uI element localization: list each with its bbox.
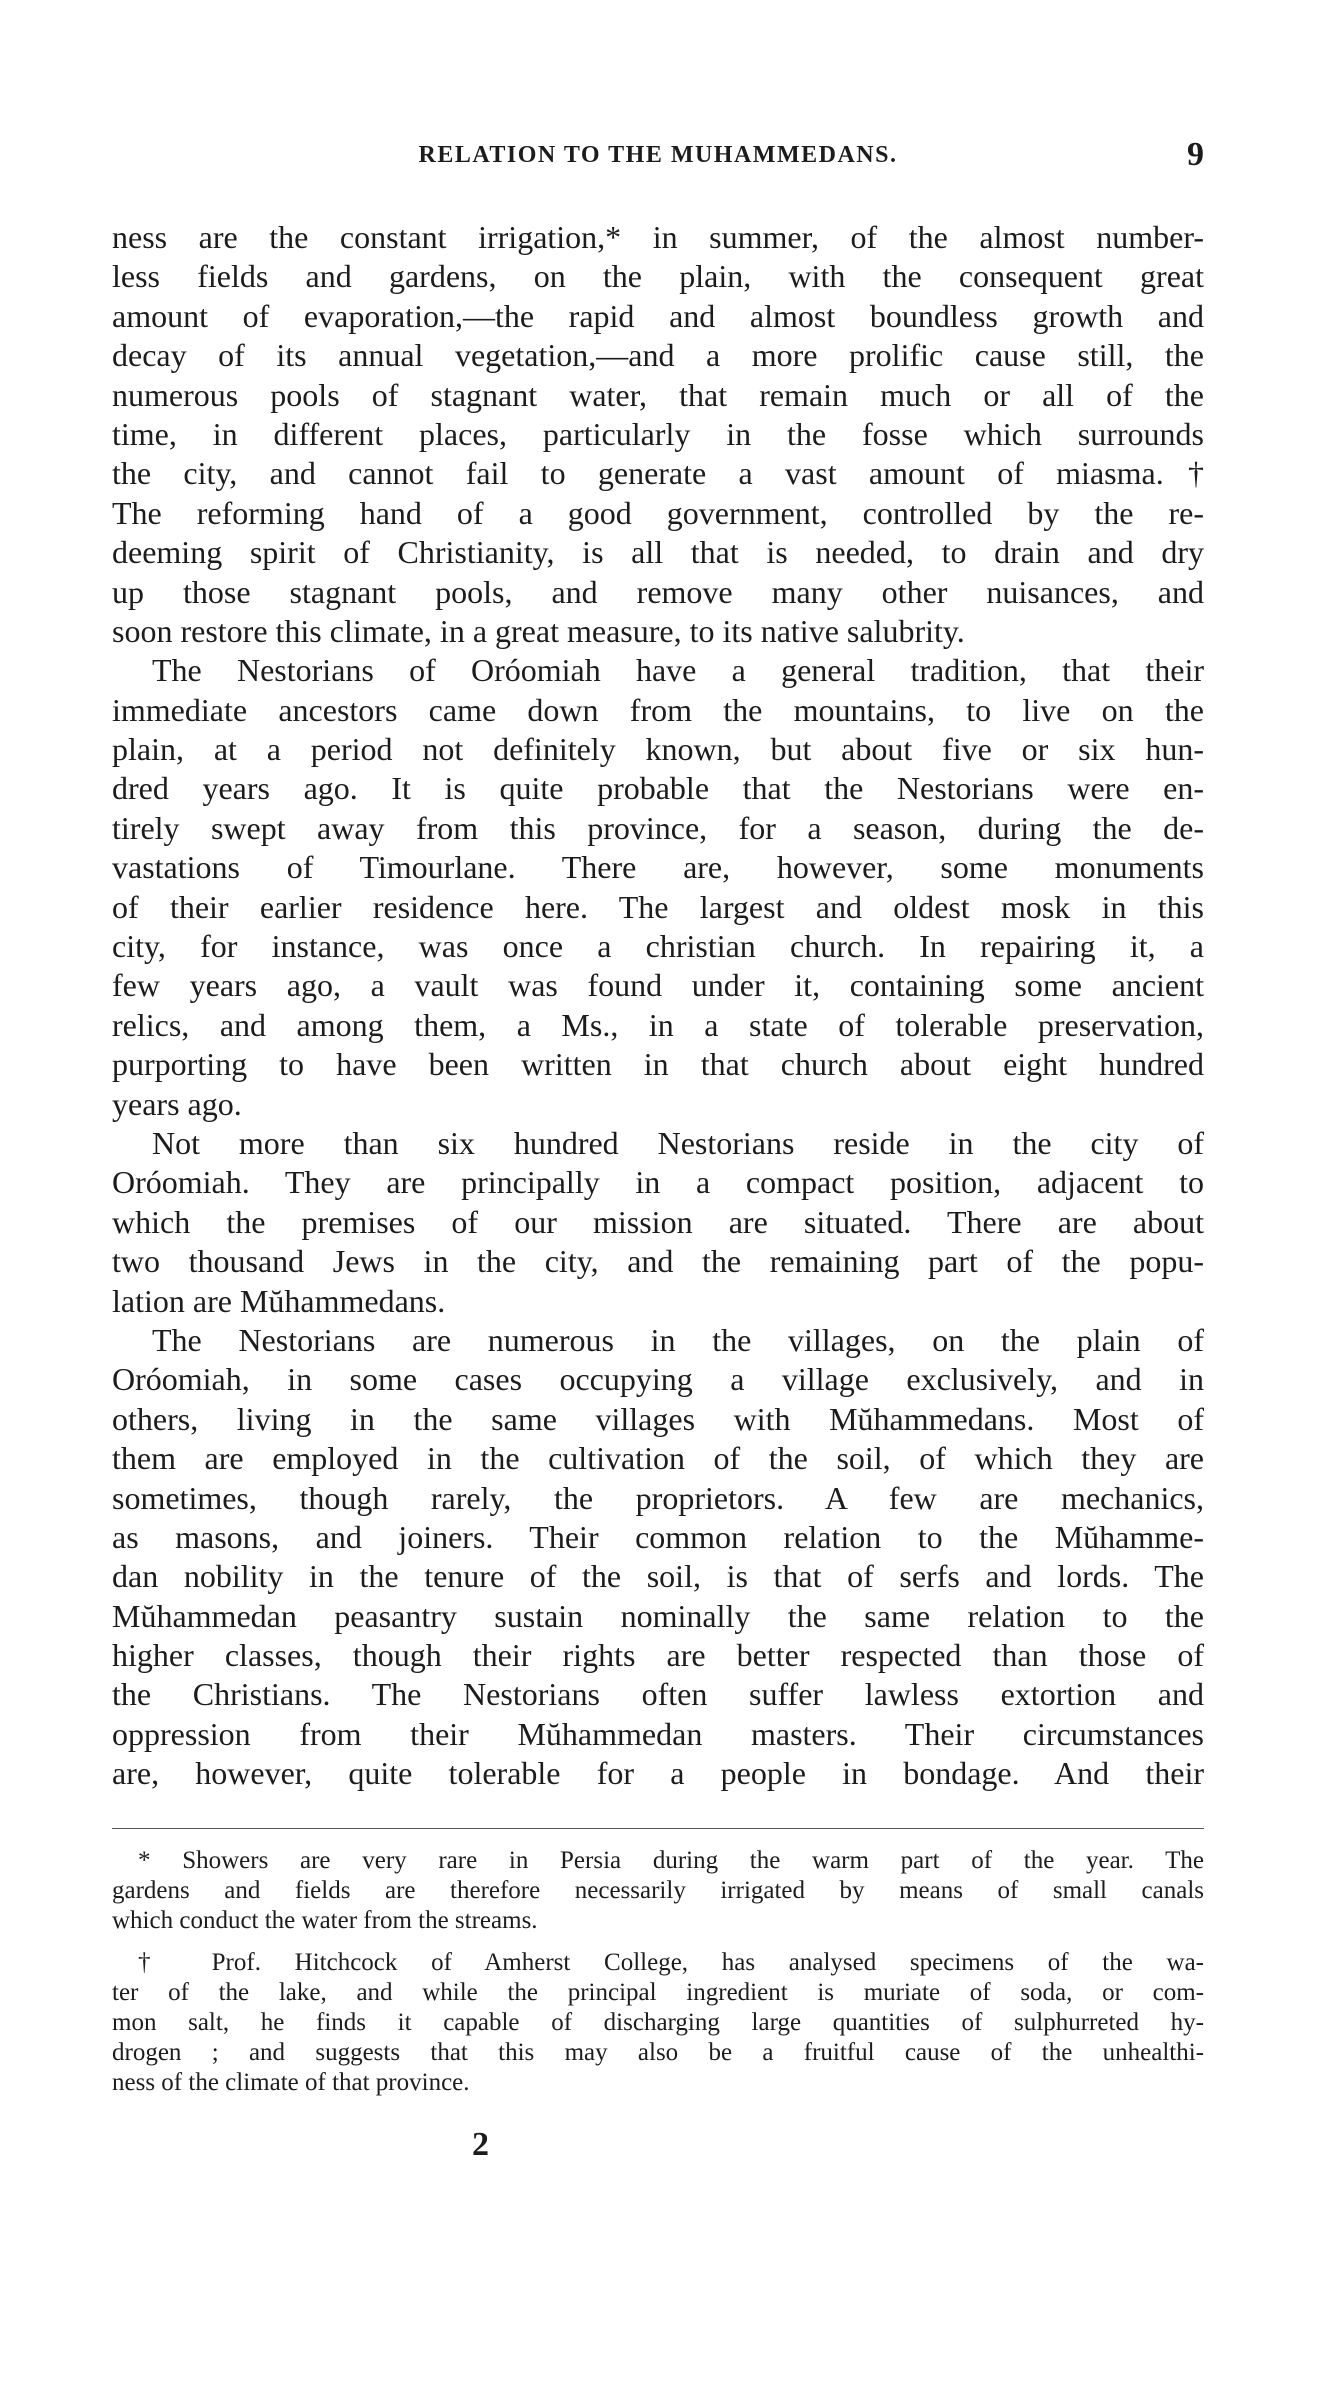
text-line: time, in different places, particularly in the fosse which surrounds [112, 415, 1204, 452]
footnote-line: drogen ; and suggests that this may also be a fruitful cause of the unhealthi- [112, 2039, 1204, 2066]
text-line: city, for instance, was once a christian church. In repairing it, a [112, 928, 1204, 965]
text-line: relics, and among them, a Ms., in a state of tolerable preservation, [112, 1006, 1204, 1043]
text-line: few years ago, a vault was found under it, containing some ancient [112, 967, 1204, 1004]
text-line: them are employed in the cultivation of the soil, of which they are [112, 1440, 1204, 1477]
footnote-rule [112, 1828, 1204, 1829]
text-line: lation are Mŭhammedans. [112, 1282, 446, 1319]
body-text [112, 218, 1204, 1794]
text-line: the city, and cannot fail to generate a vast amount of miasma.† [112, 455, 1204, 492]
text-line: as masons, and joiners. Their common relation to the Mŭhamme- [112, 1518, 1204, 1555]
text-line: two thousand Jews in the city, and the remaining part of the popu- [112, 1243, 1204, 1280]
text-line: Mŭhammedan peasantry sustain nominally the same relation to the [112, 1597, 1204, 1634]
footnote-line: which conduct the water from the streams. [112, 1907, 538, 1934]
text-line: The reforming hand of a good government, controlled by the re- [112, 494, 1204, 531]
text-line: are, however, quite tolerable for a people in bondage. And their [112, 1755, 1204, 1792]
footnote-line: mon salt, he finds it capable of discharging large quantities of sulphurreted hy- [112, 2009, 1204, 2036]
text-line: The Nestorians of Oróomiah have a general tradition, that their [152, 652, 1204, 689]
text-line: amount of evaporation,—the rapid and almost boundless growth and [112, 297, 1204, 334]
text-line: the Christians. The Nestorians often suffer lawless extortion and [112, 1676, 1204, 1713]
text-line: dan nobility in the tenure of the soil, is that of serfs and lords. The [112, 1558, 1204, 1595]
text-line: Oróomiah, in some cases occupying a village exclusively, and in [112, 1361, 1204, 1398]
text-line: Not more than six hundred Nestorians reside in the city of [152, 1124, 1204, 1161]
footnote [112, 1846, 1204, 1936]
text-line: The Nestorians are numerous in the villages, on the plain of [152, 1321, 1204, 1358]
text-line: tirely swept away from this province, for a season, during the de- [112, 809, 1204, 846]
text-line: ness are the constant irrigation,* in summer, of the almost number- [112, 219, 1204, 255]
text-line: plain, at a period not definitely known, but about five or six hun- [112, 731, 1204, 768]
running-title: RELATION TO THE MUHAMMEDANS. [418, 142, 898, 168]
footnotes [112, 1846, 1204, 2098]
text-line: years ago. [112, 1085, 242, 1122]
text-line: of their earlier residence here. The largest and oldest mosk in this [112, 888, 1204, 925]
footnote-line: ness of the climate of that province. [112, 2069, 470, 2096]
footnote-gap [112, 1936, 1204, 1948]
text-line: dred years ago. It is quite probable that the Nestorians were en- [112, 770, 1204, 807]
text-line: Oróomiah. They are principally in a compact position, adjacent to [112, 1164, 1204, 1201]
signature-mark: 2 [472, 2126, 489, 2163]
footnote-line: * Showers are very rare in Persia during the warm part of the year. The [138, 1847, 1204, 1874]
text-line: purporting to have been written in that church about eight hundred [112, 1046, 1204, 1083]
text-line: deeming spirit of Christianity, is all that is needed, to drain and dry [112, 534, 1204, 571]
text-line: up those stagnant pools, and remove many other nuisances, and [112, 573, 1204, 610]
footnote [112, 1948, 1204, 2098]
text-line: others, living in the same villages with Mŭhammedans. Most of [112, 1400, 1204, 1437]
text-line: soon restore this climate, in a great measure, to its native salubrity. [112, 612, 965, 649]
text-line: decay of its annual vegetation,—and a more prolific cause still, the [112, 337, 1204, 374]
text-line: vastations of Timourlane. There are, however, some monuments [112, 849, 1204, 886]
footnote-line: gardens and fields are therefore necessarily irrigated by means of small canals [112, 1877, 1204, 1904]
footnote-line: † Prof. Hitchcock of Amherst College, has analysed specimens of the wa- [138, 1949, 1204, 1976]
running-head [112, 136, 1204, 176]
text-line: immediate ancestors came down from the mountains, to live on the [112, 691, 1204, 728]
text-line: less fields and gardens, on the plain, with the consequent great [112, 258, 1204, 295]
page-number: 9 [1187, 136, 1204, 173]
text-line: oppression from their Mŭhammedan masters. Their circumstances [112, 1715, 1204, 1752]
text-line: numerous pools of stagnant water, that remain much or all of the [112, 376, 1204, 413]
footnote-line: ter of the lake, and while the principal ingredient is muriate of soda, or com- [112, 1979, 1204, 2006]
text-line: higher classes, though their rights are better respected than those of [112, 1637, 1204, 1674]
text-line: which the premises of our mission are situated. There are about [112, 1203, 1204, 1240]
text-line: sometimes, though rarely, the proprietors. A few are mechanics, [112, 1479, 1204, 1516]
